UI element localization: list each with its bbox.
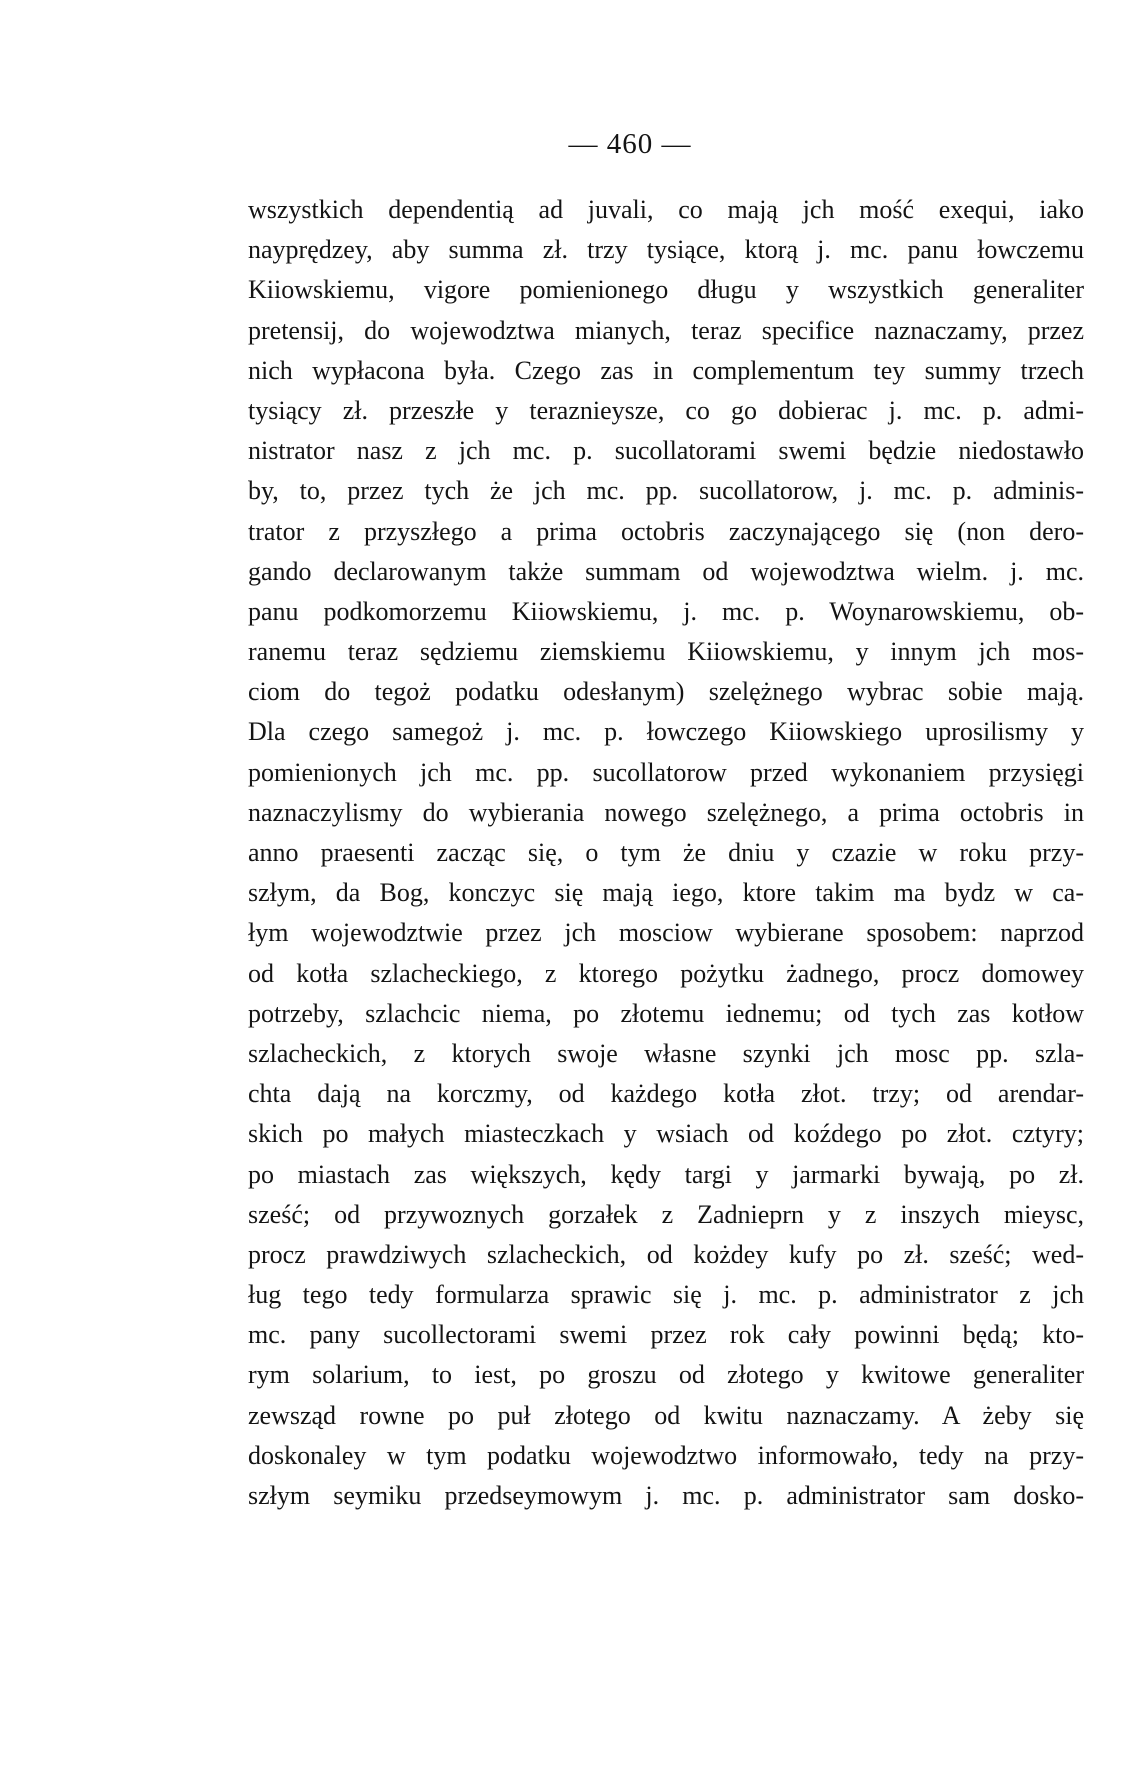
page-number: — 460 — <box>568 128 692 160</box>
text-line: trator z przyszłego a prima octobris zaczynającego się (non dero- <box>248 516 1084 546</box>
text-line: gando declarowanym także summam od wojewodztwa wielm. j. mc. <box>248 556 1084 586</box>
text-line: rym solarium, to iest, po groszu od złotego y kwitowe generaliter <box>248 1360 1084 1390</box>
text-line: chta dają na korczmy, od każdego kotła złot. trzy; od arendar- <box>248 1079 1084 1109</box>
text-line: szlacheckich, z ktorych swoje własne szynki jch mosc pp. szla- <box>248 1038 1084 1068</box>
text-line: naznaczylismy do wybierania nowego szelężnego, a prima octobris in <box>248 797 1084 827</box>
text-line: szłym, da Bog, konczyc się mają iego, ktore takim ma bydz w ca- <box>248 878 1084 908</box>
text-line: Dla czego samegoż j. mc. p. łowczego Kiiowskiego uprosilismy y <box>248 717 1084 747</box>
text-line: procz prawdziwych szlacheckich, od kożdey kufy po zł. sześć; wed- <box>248 1239 1084 1269</box>
text-line: nayprędzey, aby summa zł. trzy tysiące, ktorą j. mc. panu łowczemu <box>248 235 1084 265</box>
text-line: skich po małych miasteczkach y wsiach od koźdego po złot. cztyry; <box>248 1119 1084 1149</box>
text-line: łym wojewodztwie przez jch mosciow wybierane sposobem: naprzod <box>248 918 1084 948</box>
text-line: zewsząd rowne po puł złotego od kwitu naznaczamy. A żeby się <box>248 1400 1084 1430</box>
text-line: po miastach zas większych, kędy targi y jarmarki bywają, po zł. <box>248 1159 1084 1189</box>
text-line: potrzeby, szlachcic niema, po złotemu iednemu; od tych zas kotłow <box>248 998 1084 1028</box>
text-line: anno praesenti zacząc się, o tym że dniu y czazie w roku przy- <box>248 838 1084 867</box>
text-line: sześć; od przywoznych gorzałek z Zadnieprn y z inszych mieysc, <box>248 1199 1084 1229</box>
text-line: od kotła szlacheckiego, z ktorego pożytku żadnego, procz domowey <box>248 958 1084 988</box>
text-line: mc. pany sucollectorami swemi przez rok cały powinni będą; kto- <box>248 1320 1084 1350</box>
text-line: wszystkich dependentią ad juvali, co mają jch mość exequi, iako <box>248 195 1084 224</box>
text-line: nich wypłacona była. Czego zas in complementum tey summy trzech <box>248 355 1084 385</box>
text-line: ciom do tegoż podatku odesłanym) szelężnego wybrac sobie mają. <box>248 677 1084 707</box>
text-line: pretensij, do wojewodztwa mianych, teraz specifice naznaczamy, przez <box>248 315 1084 345</box>
text-line: ług tego tedy formularza sprawic się j. mc. p. administrator z jch <box>248 1280 1084 1310</box>
text-line: ranemu teraz sędziemu ziemskiemu Kiiowskiemu, y innym jch mos- <box>248 637 1084 667</box>
text-line: tysiący zł. przeszłe y teraznieysze, co go dobierac j. mc. p. admi- <box>248 395 1084 425</box>
text-line: Kiiowskiemu, vigore pomienionego długu y wszystkich generaliter <box>248 275 1084 305</box>
body-text <box>248 190 1084 1516</box>
text-line: by, to, przez tych że jch mc. pp. sucollatorow, j. mc. p. adminis- <box>248 476 1084 506</box>
text-line: doskonaley w tym podatku wojewodztwo informowało, tedy na przy- <box>248 1440 1084 1470</box>
text-line: nistrator nasz z jch mc. p. sucollatorami swemi będzie niedostawło <box>248 436 1084 466</box>
text-line: panu podkomorzemu Kiiowskiemu, j. mc. p. Woynarowskiemu, ob- <box>248 596 1084 626</box>
text-line: pomienionych jch mc. pp. sucollatorow przed wykonaniem przysięgi <box>248 757 1084 787</box>
text-line: szłym seymiku przedseymowym j. mc. p. administrator sam dosko- <box>248 1481 1084 1510</box>
